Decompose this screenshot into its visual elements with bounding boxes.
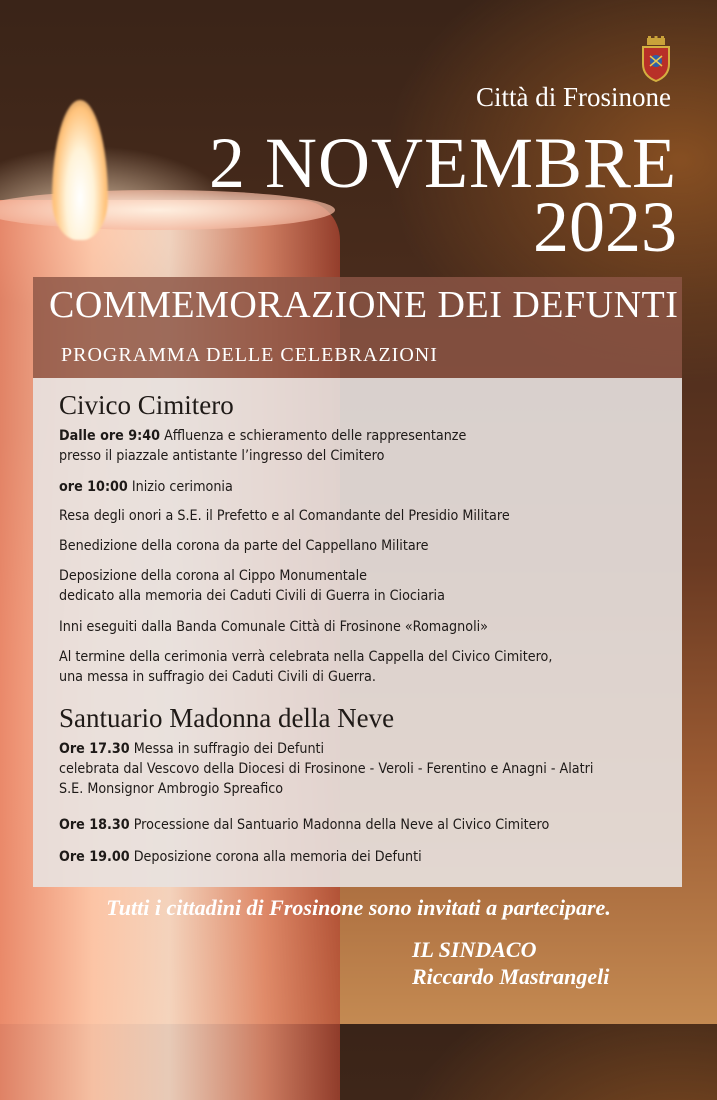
item-text: Resa degli onori a S.E. il Prefetto e al Comandante del Presidio Militare — [59, 508, 510, 524]
program-item — [59, 566, 617, 606]
item-text: Inizio cerimonia — [127, 479, 233, 495]
program-item — [59, 477, 617, 497]
item-time: Ore 17.30 — [59, 741, 130, 757]
item-text: Affluenza e schieramento delle rappresentanze — [160, 428, 467, 444]
item-text-line2: una messa in suffragio dei Caduti Civili di Guerra. — [59, 669, 376, 685]
date-year: 2023 — [533, 187, 677, 267]
program-item — [59, 815, 617, 835]
section-heading-cimitero: Civico Cimitero — [59, 390, 234, 420]
city-name: Città di Frosinone — [476, 82, 671, 112]
program-item — [59, 847, 617, 867]
item-text: Al termine della cerimonia verrà celebrata nella Cappella del Civico Cimitero, — [59, 649, 553, 665]
item-time: ore 10:00 — [59, 479, 128, 495]
item-time: Dalle ore 9:40 — [59, 428, 161, 444]
program-item — [59, 536, 617, 556]
program-item — [59, 426, 617, 466]
item-time: Ore 19.00 — [59, 849, 130, 865]
item-text-line2: celebrata dal Vescovo della Diocesi di Frosinone - Veroli - Ferentino e Anagni - Alatri — [59, 761, 594, 777]
item-text: Messa in suffragio dei Defunti — [129, 741, 325, 757]
item-text-line2: dedicato alla memoria dei Caduti Civili di Guerra in Ciociaria — [59, 588, 445, 604]
date-day-month: 2 NOVEMBRE — [208, 123, 677, 203]
mayor-name: Riccardo Mastrangeli — [412, 964, 610, 989]
item-text: Inni eseguiti dalla Banda Comunale Città di Frosinone «Romagnoli» — [59, 619, 488, 635]
section-heading-santuario: Santuario Madonna della Neve — [59, 703, 395, 733]
event-title: COMMEMORAZIONE DEI DEFUNTI — [49, 284, 679, 326]
program-item — [59, 739, 617, 799]
city-crest-icon — [639, 36, 673, 82]
program-panel — [33, 378, 682, 887]
program-item — [59, 647, 617, 687]
program-subtitle: PROGRAMMA DELLE CELEBRAZIONI — [61, 344, 438, 366]
program-item — [59, 617, 617, 637]
item-text: Benedizione della corona da parte del Cappellano Militare — [59, 538, 429, 554]
signature-block — [412, 936, 609, 990]
item-text: Processione dal Santuario Madonna della Neve al Civico Cimitero — [129, 817, 550, 833]
item-text-line2: presso il piazzale antistante l’ingresso del Cimitero — [59, 448, 385, 464]
program-item — [59, 506, 617, 526]
title-band — [33, 277, 682, 378]
item-time: Ore 18.30 — [59, 817, 130, 833]
invitation-text: Tutti i cittadini di Frosinone sono invitati a partecipare. — [106, 895, 611, 920]
item-text: Deposizione corona alla memoria dei Defunti — [129, 849, 422, 865]
item-text-line3: S.E. Monsignor Ambrogio Spreafico — [59, 781, 284, 797]
mayor-title: IL SINDACO — [412, 937, 537, 962]
candle-flame — [52, 100, 108, 240]
item-text: Deposizione della corona al Cippo Monumentale — [59, 568, 368, 584]
